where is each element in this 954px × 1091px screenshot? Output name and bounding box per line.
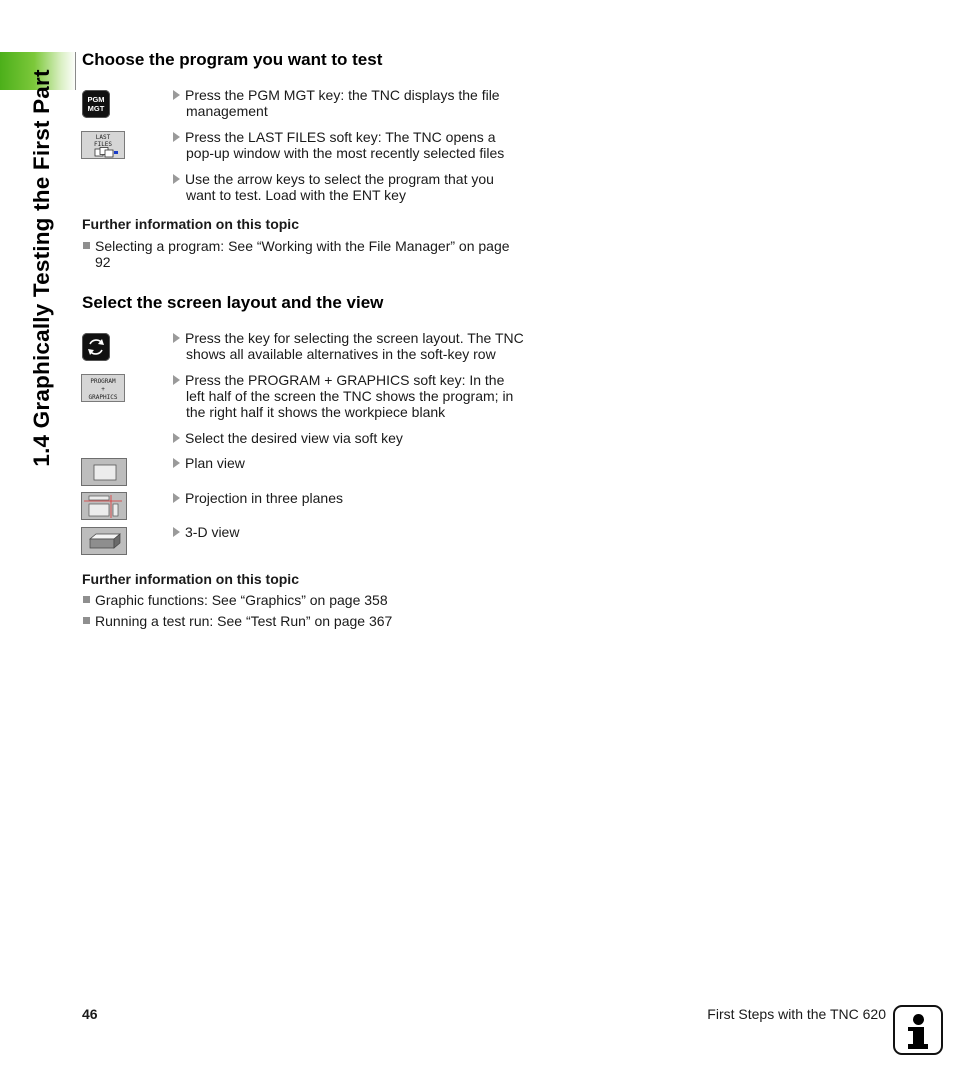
step-arrow-icon xyxy=(173,458,180,468)
step-text-line: management xyxy=(186,103,268,119)
screen-layout-icon xyxy=(86,337,106,357)
step-arrow-icon xyxy=(173,132,180,142)
step-arrow-icon xyxy=(173,375,180,385)
bullet-text-line: Graphic functions: See “Graphics” on page 358 xyxy=(95,592,388,608)
three-planes-icon xyxy=(82,493,126,519)
step-text-line: Press the key for selecting the screen layout. The TNC xyxy=(185,330,524,346)
step-arrow-icon xyxy=(173,174,180,184)
3d-view-softkey-icon xyxy=(81,527,127,555)
step-3d-view xyxy=(173,524,533,540)
step-text-line: Press the PGM MGT key: the TNC displays the file xyxy=(185,87,500,103)
program-graphics-softkey-icon xyxy=(81,374,125,402)
step-text-line: want to test. Load with the ENT key xyxy=(186,187,406,203)
info-icon-dot xyxy=(913,1014,924,1025)
chapter-tab-divider xyxy=(75,52,76,90)
section-heading-choose-program: Choose the program you want to test xyxy=(82,50,383,69)
step-arrow-keys xyxy=(173,171,533,203)
pgm-mgt-key-icon xyxy=(82,90,110,118)
step-text-line: Select the desired view via soft key xyxy=(185,430,403,446)
bullet-text-line: 92 xyxy=(95,254,111,270)
info-icon xyxy=(893,1005,943,1055)
step-text-line: 3-D view xyxy=(185,524,240,540)
program-graphics-line2: + xyxy=(101,386,105,393)
last-files-line1: LAST xyxy=(95,134,111,141)
step-arrow-icon xyxy=(173,493,180,503)
step-press-last-files xyxy=(173,129,533,161)
program-graphics-line1: PROGRAM xyxy=(90,378,116,385)
step-projection xyxy=(173,490,533,506)
step-text-line: the right half it shows the workpiece blank xyxy=(186,404,446,420)
projection-three-planes-softkey-icon xyxy=(81,492,127,520)
plan-view-softkey-icon xyxy=(81,458,127,486)
step-text-line: Use the arrow keys to select the program that you xyxy=(185,171,494,187)
step-press-pgm-mgt xyxy=(173,87,533,119)
last-files-line2: FILES xyxy=(93,141,113,148)
pgm-mgt-key-line1: PGM xyxy=(87,95,105,104)
chapter-title: 1.4 Graphically Testing the First Part xyxy=(29,69,54,467)
bullet-text-line: Selecting a program: See “Working with the File Manager” on page xyxy=(95,238,510,254)
step-text-line: pop-up window with the most recently selected files xyxy=(186,145,505,161)
step-text-line: Projection in three planes xyxy=(185,490,343,506)
files-icon xyxy=(94,147,120,158)
step-arrow-icon xyxy=(173,90,180,100)
step-text-line: left half of the screen the TNC shows the program; in xyxy=(186,388,514,404)
step-arrow-icon xyxy=(173,333,180,343)
step-select-view xyxy=(173,430,533,446)
info-icon-base xyxy=(908,1044,928,1049)
pgm-mgt-key-line2: MGT xyxy=(87,104,105,113)
step-program-graphics xyxy=(173,372,533,420)
screen-layout-key-icon xyxy=(82,333,110,361)
plan-view-icon xyxy=(82,459,126,485)
last-files-softkey-icon xyxy=(81,131,125,159)
further-info-item xyxy=(82,613,532,629)
step-text-line: Press the LAST FILES soft key: The TNC opens a xyxy=(185,129,496,145)
section-heading-screen-layout: Select the screen layout and the view xyxy=(82,293,384,312)
bullet-square-icon xyxy=(83,617,90,624)
step-text-line: shows all available alternatives in the soft-key row xyxy=(186,346,496,362)
step-text-line: Plan view xyxy=(185,455,245,471)
program-graphics-line3: GRAPHICS xyxy=(88,394,118,401)
step-screen-layout-key xyxy=(173,330,533,362)
step-arrow-icon xyxy=(173,433,180,443)
bullet-text-line: Running a test run: See “Test Run” on page 367 xyxy=(95,613,393,629)
further-info-item xyxy=(82,592,532,608)
step-text-line: Press the PROGRAM + GRAPHICS soft key: In the xyxy=(185,372,505,388)
info-icon-serif xyxy=(908,1027,915,1031)
further-info-item xyxy=(82,238,532,270)
step-plan-view xyxy=(173,455,533,471)
step-arrow-icon xyxy=(173,527,180,537)
further-info-heading-1: Further information on this topic xyxy=(82,216,299,232)
bullet-square-icon xyxy=(83,596,90,603)
bullet-square-icon xyxy=(83,242,90,249)
3d-block-icon xyxy=(82,528,126,554)
footer-title: First Steps with the TNC 620 xyxy=(707,1006,886,1022)
further-info-heading-2: Further information on this topic xyxy=(82,571,299,587)
page-number: 46 xyxy=(82,1006,98,1022)
